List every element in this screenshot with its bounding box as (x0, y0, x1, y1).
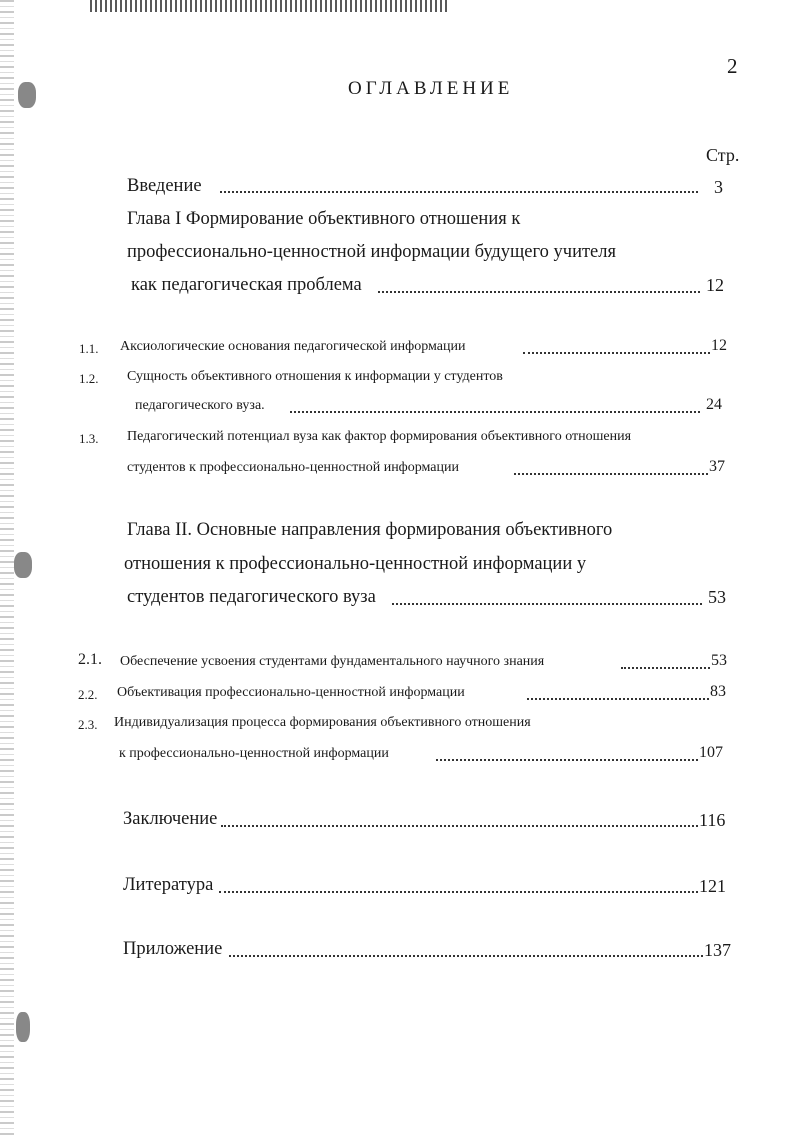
scan-artifact-left-edge (0, 0, 14, 1138)
toc-section-title: Сущность объективного отношения к информации у студентов (127, 369, 503, 384)
toc-entry-page: 53 (711, 652, 727, 669)
punch-hole-mark (18, 82, 36, 108)
toc-entry-page: 107 (699, 744, 723, 761)
toc-section-title-cont: к профессионально-ценностной информации (119, 746, 389, 761)
toc-chapter-line: отношения к профессионально-ценностной информации у (124, 554, 587, 574)
toc-leader-dots (219, 891, 698, 893)
toc-entry-label: Литература (123, 875, 214, 895)
toc-leader-dots (523, 352, 710, 354)
toc-leader-dots (378, 291, 700, 293)
page-column-header: Стр. (706, 145, 740, 165)
toc-section-title: Педагогический потенциал вуза как фактор формирования объективного отношения (127, 429, 632, 444)
toc-chapter-line: Глава I Формирование объективного отношения к (127, 209, 521, 229)
toc-section-number: 2.3. (78, 717, 98, 732)
toc-chapter-line: студентов педагогического вуза (127, 587, 376, 607)
toc-entry-page: 116 (699, 810, 726, 830)
toc-section-number: 1.1. (79, 341, 99, 356)
toc-section-title: Обеспечение усвоения студентами фундаментального научного знания (120, 654, 545, 669)
punch-hole-mark (14, 552, 32, 578)
toc-section-number: 1.2. (79, 371, 99, 386)
toc-leader-dots (621, 667, 710, 669)
toc-leader-dots (290, 411, 700, 413)
toc-entry-label: Приложение (123, 939, 223, 959)
page-number: 2 (727, 54, 738, 78)
toc-entry-page: 12 (706, 275, 724, 295)
toc-chapter-line: как педагогическая проблема (131, 275, 362, 295)
toc-section-title: Аксиологические основания педагогической информации (120, 339, 466, 354)
toc-leader-dots (527, 698, 709, 700)
toc-entry-page: 53 (708, 587, 726, 607)
toc-section-number: 1.3. (79, 431, 99, 446)
scan-artifact-top (90, 0, 450, 12)
toc-leader-dots (229, 955, 703, 957)
toc-entry-page: 24 (706, 396, 722, 413)
toc-leader-dots (220, 191, 698, 193)
toc-leader-dots (436, 759, 698, 761)
toc-chapter-line: Глава II. Основные направления формирования объективного (127, 520, 613, 540)
toc-entry-label: Введение (127, 176, 202, 196)
toc-leader-dots (392, 603, 702, 605)
toc-section-title-cont: студентов к профессионально-ценностной информации (127, 460, 459, 475)
toc-section-number: 2.2. (78, 687, 98, 702)
toc-leader-dots (514, 473, 708, 475)
toc-entry-page: 121 (699, 876, 726, 896)
toc-entry-page: 83 (710, 683, 726, 700)
toc-entry-page: 3 (714, 177, 723, 197)
toc-leader-dots (221, 825, 698, 827)
toc-entry-page: 137 (704, 940, 731, 960)
toc-chapter-line: профессионально-ценностной информации будущего учителя (127, 242, 617, 262)
toc-section-title-cont: педагогического вуза. (135, 398, 265, 413)
toc-section-title: Индивидуализация процесса формирования объективного отношения (114, 715, 531, 730)
toc-entry-label: Заключение (123, 809, 218, 829)
toc-section-title: Объективация профессионально-ценностной информации (117, 685, 465, 700)
toc-entry-page: 12 (711, 337, 727, 354)
punch-hole-mark (16, 1012, 30, 1042)
page-title: ОГЛАВЛЕНИЕ (348, 78, 514, 99)
toc-entry-page: 37 (709, 458, 725, 475)
toc-section-number: 2.1. (78, 651, 102, 668)
